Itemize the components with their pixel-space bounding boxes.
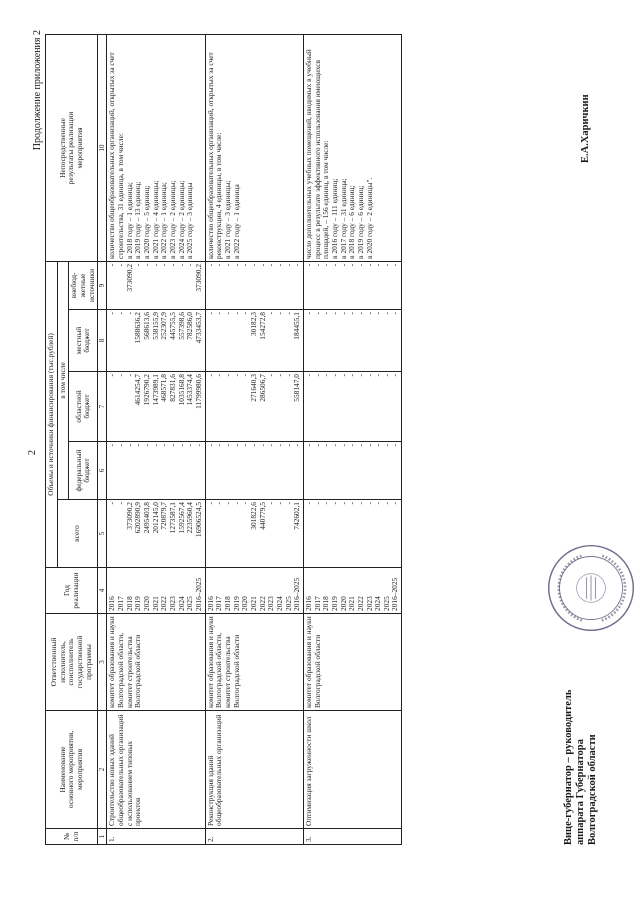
program-table bbox=[45, 34, 402, 845]
page-number: 2 bbox=[27, 450, 38, 455]
row-offbudget: - - 373090,2 - - - - - - - 373090,2 bbox=[107, 261, 205, 309]
header-year: Год реализации bbox=[46, 568, 98, 614]
row-result: количество общеобразовательных организаций, открытых за счет строительства, 31 единица, в том числе: в 2018 году – 1 единица; в 2019 году – 13 единиц; в 2020 году – 5 единиц; в 2021 году – 4 единицы; в 2022 году – 1 единица; в 2023 году – 2 единицы; в 2024 году – 2 единицы; в 2025 году – 3 единицы bbox=[107, 34, 205, 261]
row-federal: - - - - - - - - - - - bbox=[303, 442, 401, 500]
signatory-name: Е.А.Харичкин bbox=[580, 94, 591, 163]
row-federal: - - - - - - - - - - - bbox=[107, 442, 205, 500]
row-executor: комитет образования и науки Волгоградской области bbox=[303, 614, 401, 711]
table-row bbox=[205, 34, 303, 844]
row-num: 2. bbox=[205, 829, 303, 845]
col-index: 6 bbox=[98, 442, 107, 500]
header-num: № п/п bbox=[46, 829, 98, 845]
row-num: 1. bbox=[107, 829, 205, 845]
row-offbudget: - - - - - - - - - - - bbox=[303, 261, 401, 309]
row-local: - - - - - - - - - - - bbox=[303, 310, 401, 372]
header-total: всего bbox=[57, 500, 98, 568]
col-index: 4 bbox=[98, 568, 107, 614]
col-index: 1 bbox=[98, 829, 107, 845]
row-regional: - - - 4614254,7 1926790,2 1473989,1 468571,8 827831,6 1035168,8 1453374,4 11799980,6 bbox=[107, 372, 205, 442]
col-index: 2 bbox=[98, 711, 107, 829]
row-result: число дополнительных учебных помещений, вводимых в учебный процесс в результате эффективного использования имеющихся площадей, – 156 единиц, в том числе: в 2016 году – 111 единиц; в 2017 году – 31 единица; в 2018 году – 6 единиц; в 2019 году – 6 единиц; в 2020 году – 2 единицы". bbox=[303, 34, 401, 261]
row-executor: комитет образования и науки Волгоградской области, комитет строительства Волгоградской области bbox=[205, 614, 303, 711]
header-federal: федеральный бюджет bbox=[69, 442, 98, 500]
row-federal: - - - - - - - - - - - bbox=[205, 442, 303, 500]
col-index: 9 bbox=[98, 261, 107, 309]
header-local: местный бюджет bbox=[69, 310, 98, 372]
row-years: 2016 2017 2018 2019 2020 2021 2022 2023 2024 2025 2016–2025 bbox=[205, 568, 303, 614]
header-name: Наименование основного мероприятия, мероприятия bbox=[46, 711, 98, 829]
signatory-position: Вице-губернатор – руководитель аппарата Губернатора Волгоградской области bbox=[563, 689, 599, 845]
row-executor: комитет образования и науки Волгоградской области, комитет строительства Волгоградской области bbox=[107, 614, 205, 711]
header-executor: Ответственный исполнитель, соисполнитель государственной программы bbox=[46, 614, 98, 711]
col-index: 8 bbox=[98, 310, 107, 372]
row-local: - - - - - 30182,3 154272,8 - - - 184455,1 bbox=[205, 310, 303, 372]
row-total: - - 373090,2 6202890,9 2495403,8 2012145,0 720879,7 1273587,1 1592567,4 2235960,4 16906524,5 bbox=[107, 500, 205, 568]
row-years: 2016 2017 2018 2019 2020 2021 2022 2023 2024 2025 2016–2025 bbox=[303, 568, 401, 614]
col-index: 10 bbox=[98, 34, 107, 261]
header-result: Непосредственные результаты реализации мероприятия bbox=[46, 34, 98, 261]
row-result: количество общеобразовательных организаций, открытых за счет реконструкции, 4 единицы, в том числе: в 2021 году – 3 единицы; в 2022 году – 1 единица bbox=[205, 34, 303, 261]
header-offbudget: внебюд- жетные источники bbox=[69, 261, 98, 309]
row-regional: - - - - - - - - - - - bbox=[303, 372, 401, 442]
row-name: Реконструкция зданий общеобразовательных организаций bbox=[205, 711, 303, 829]
col-index: 7 bbox=[98, 372, 107, 442]
row-name: Строительство новых зданий общеобразовательных организаций с использованием типовых проектов bbox=[107, 711, 205, 829]
table-row bbox=[107, 34, 205, 844]
row-years: 2016 2017 2018 2019 2020 2021 2022 2023 2024 2025 2016–2025 bbox=[107, 568, 205, 614]
continuation-label: Продолжение приложения 2 bbox=[32, 30, 43, 151]
header-including: в том числе bbox=[57, 261, 69, 499]
col-index: 5 bbox=[98, 500, 107, 568]
row-total: - - - - - - - - - - - bbox=[303, 500, 401, 568]
row-regional: - - - - - 271640,3 286506,7 - - - 558147,0 bbox=[205, 372, 303, 442]
row-num: 3. bbox=[303, 829, 401, 845]
header-funding: Объемы и источники финансирования (тыс.рублей) bbox=[46, 261, 58, 567]
official-seal bbox=[546, 543, 636, 633]
row-offbudget: - - - - - - - - - - - bbox=[205, 261, 303, 309]
col-index: 3 bbox=[98, 614, 107, 711]
row-local: - - - 1588636,2 568613,6 538155,9 252307,9 445755,5 557398,6 782586,0 4733453,7 bbox=[107, 310, 205, 372]
row-total: - - - - - 301822,6 440779,5 - - - 742602,1 bbox=[205, 500, 303, 568]
row-name: Оптимизация загруженности школ bbox=[303, 711, 401, 829]
header-regional: областной бюджет bbox=[69, 372, 98, 442]
table-row bbox=[303, 34, 401, 844]
